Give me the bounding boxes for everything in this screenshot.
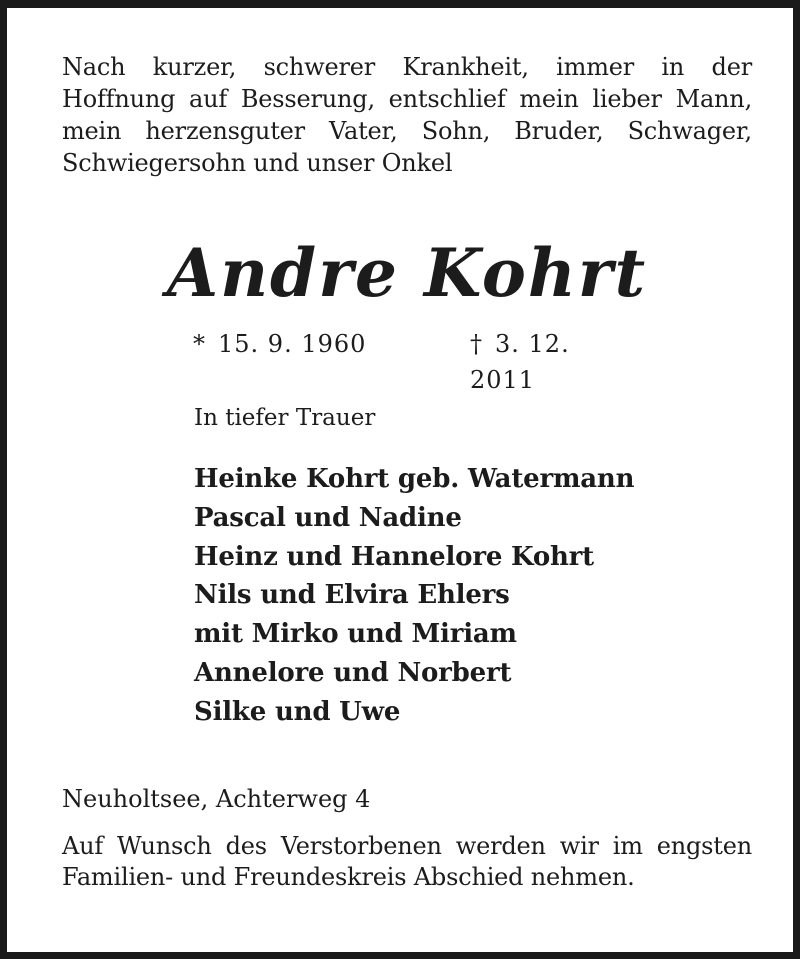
address: Neuholtsee, Achterweg 4 xyxy=(62,785,371,813)
mourners-list xyxy=(194,460,634,732)
birth-date-value: 15. 9. 1960 xyxy=(218,330,367,358)
mourner: Heinz und Hannelore Kohrt xyxy=(194,541,594,572)
mourning-phrase: In tiefer Trauer xyxy=(194,405,376,431)
mourner: Heinke Kohrt geb. Watermann xyxy=(194,464,635,494)
life-dates xyxy=(193,326,633,394)
deceased-name: Andre Kohrt xyxy=(166,234,648,312)
mourner: mit Mirko und Miriam xyxy=(194,619,517,650)
mourner: Pascal und Nadine xyxy=(194,502,462,533)
death-date-value: 3. 12. 2011 xyxy=(470,330,570,394)
intro-text: Nach kurzer, schwerer Krankheit, immer in der Hoffnung auf Besserung, entschlief mein lieber Mann, mein herzensguter Vater, Sohn, Bruder, Schwager, Schwiegersohn und unser Onkel xyxy=(62,53,752,177)
birth-date xyxy=(193,326,366,362)
mourner: Silke und Uwe xyxy=(194,696,401,727)
closing-note: Auf Wunsch des Verstorbenen werden wir im engsten Familien- und Freundeskreis Abschied nehmen. xyxy=(62,832,752,891)
mourner: Nils und Elvira Ehlers xyxy=(194,580,510,611)
birth-star-icon: * xyxy=(193,330,206,358)
mourner: Annelore und Norbert xyxy=(194,657,512,688)
death-date xyxy=(470,326,633,398)
death-cross-icon: † xyxy=(470,330,483,358)
